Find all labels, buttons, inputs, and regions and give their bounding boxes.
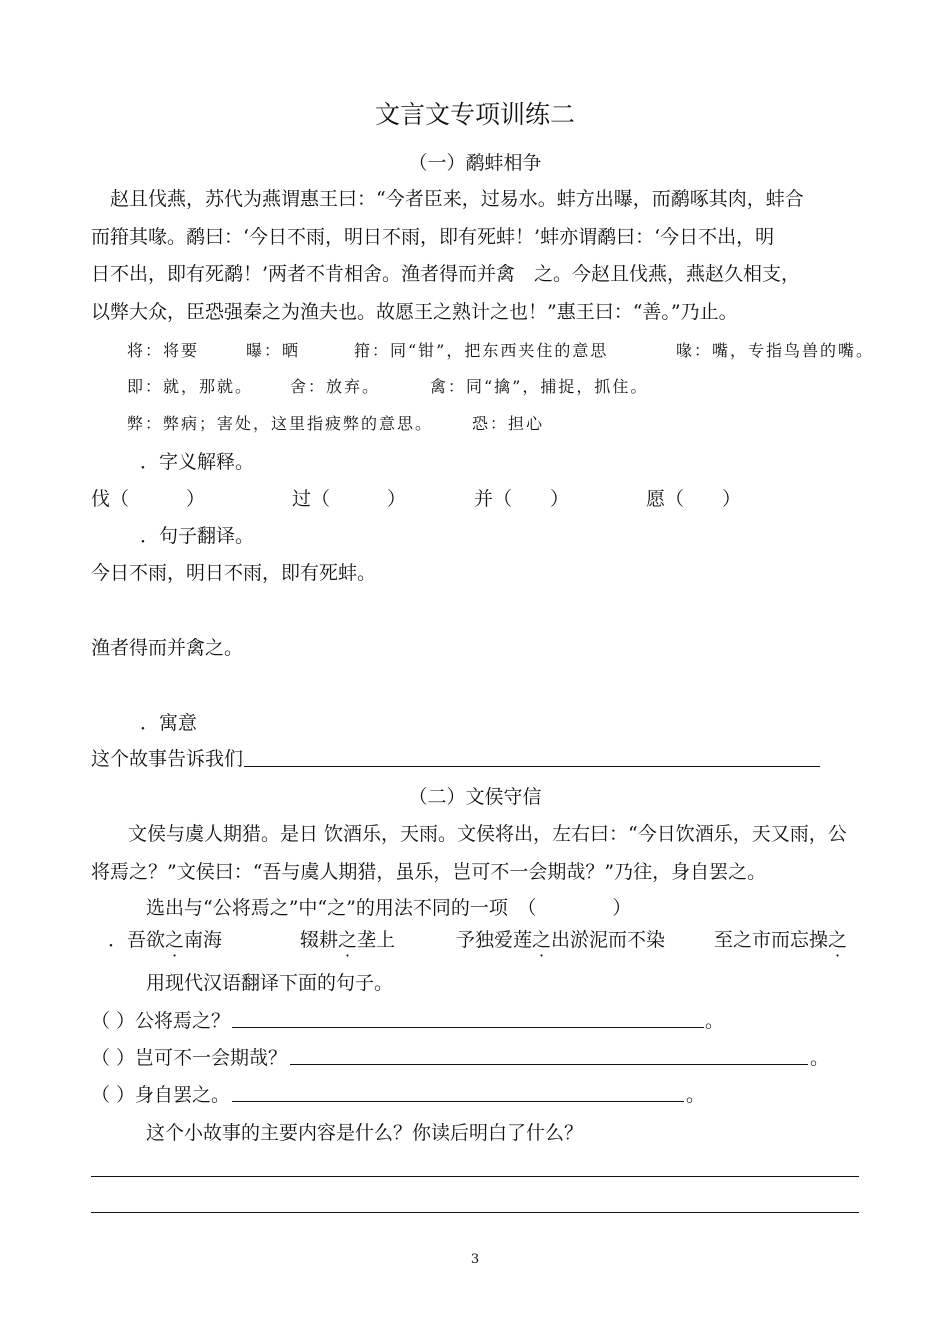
note: 即：就，那就。 — [127, 377, 254, 396]
passage2-line: 将焉之？”文侯曰：“吾与虞人期猎，虽乐，岂可不一会期哉？”乃往，身自罢之。 — [91, 861, 767, 883]
page-title: 文言文专项训练二 — [374, 100, 575, 129]
option-b[interactable]: 辍耕之垄上 — [300, 929, 396, 951]
word-blank: 伐（ ） — [91, 488, 206, 510]
period: 。 — [705, 1010, 725, 1032]
sentence: 今日不雨，明日不雨，即有死蚌。 — [91, 562, 377, 584]
period: 。 — [810, 1047, 830, 1069]
passage1-line: 赵且伐燕，苏代为燕谓惠王曰：“今者臣来，过易水。蚌方出曝，而鹬啄其肉，蚌合 — [110, 188, 804, 210]
word-blank: 过（ ） — [292, 488, 407, 510]
question-label: 选出与“公将焉之”中“之”的用法不同的一项 （ ） — [146, 897, 632, 919]
question-label: 用现代汉语翻译下面的句子。 — [146, 972, 394, 994]
question-label: 这个小故事的主要内容是什么？你读后明白了什么？ — [146, 1122, 584, 1144]
passage1-line: 以弊大众，臣恐强秦之为渔夫也。故愿王之熟计之也！”惠王曰：“善。”乃止。 — [91, 301, 738, 323]
translate-item: （ ）公将焉之？ — [91, 1010, 231, 1032]
note: 弊：弊病；害处，这里指疲弊的意思。 — [127, 414, 434, 433]
note: 恐：担心 — [472, 414, 545, 433]
translate-item: （ ）岂可不一会期哉？ — [91, 1047, 288, 1069]
option-c[interactable]: 予独爱莲之出淤泥而不染 — [456, 929, 666, 951]
translate-item: （ ）身自罢之。 — [91, 1084, 231, 1106]
period: 。 — [686, 1084, 706, 1106]
answer-line[interactable] — [232, 1101, 684, 1102]
note: 禽：同“擒”，捕捉，抓住。 — [430, 377, 649, 396]
option-d[interactable]: 至之市而忘操之 — [714, 929, 848, 951]
question-label: ．字义解释。 — [140, 451, 255, 473]
answer-line[interactable] — [290, 1064, 808, 1065]
note: 喙：嘴，专指鸟兽的嘴。 — [676, 341, 875, 360]
answer-line[interactable] — [91, 1212, 859, 1213]
word-blank: 并（ ） — [474, 488, 570, 510]
passage1-line: 日不出，即有死鹬！’两者不肯相舍。渔者得而并禽 之。今赵且伐燕，燕赵久相支， — [91, 263, 801, 285]
section1-heading: （一）鹬蚌相争 — [408, 152, 542, 174]
passage2-line: 文侯与虞人期猎。是日 饮酒乐，天雨。文侯将出，左右曰：“今日饮酒乐，天又雨，公 — [128, 823, 847, 845]
page-number: 3 — [470, 1252, 480, 1267]
moral-prompt: 这个故事告诉我们 — [91, 748, 244, 770]
passage1-line: 而箝其喙。鹬曰：‘今日不雨，明日不雨，即有死蚌！’蚌亦谓鹬曰：‘今日不出，明 — [91, 226, 775, 248]
sentence: 渔者得而并禽之。 — [91, 637, 244, 659]
section2-heading: （二）文侯守信 — [408, 786, 542, 808]
answer-line[interactable] — [91, 1176, 859, 1177]
note: 箝：同“钳”，把东西夹住的意思 — [354, 341, 609, 360]
note: 将：将要 — [127, 341, 200, 360]
question-label: ．寓意 — [140, 712, 198, 734]
note: 曝：晒 — [246, 341, 301, 360]
answer-line[interactable] — [232, 1027, 704, 1028]
word-blank: 愿（ ） — [646, 488, 742, 510]
option-a[interactable]: ．吾欲之南海 — [108, 929, 223, 951]
note: 舍：放弃。 — [290, 377, 381, 396]
answer-line[interactable] — [244, 766, 820, 767]
question-label: ．句子翻译。 — [140, 525, 255, 547]
